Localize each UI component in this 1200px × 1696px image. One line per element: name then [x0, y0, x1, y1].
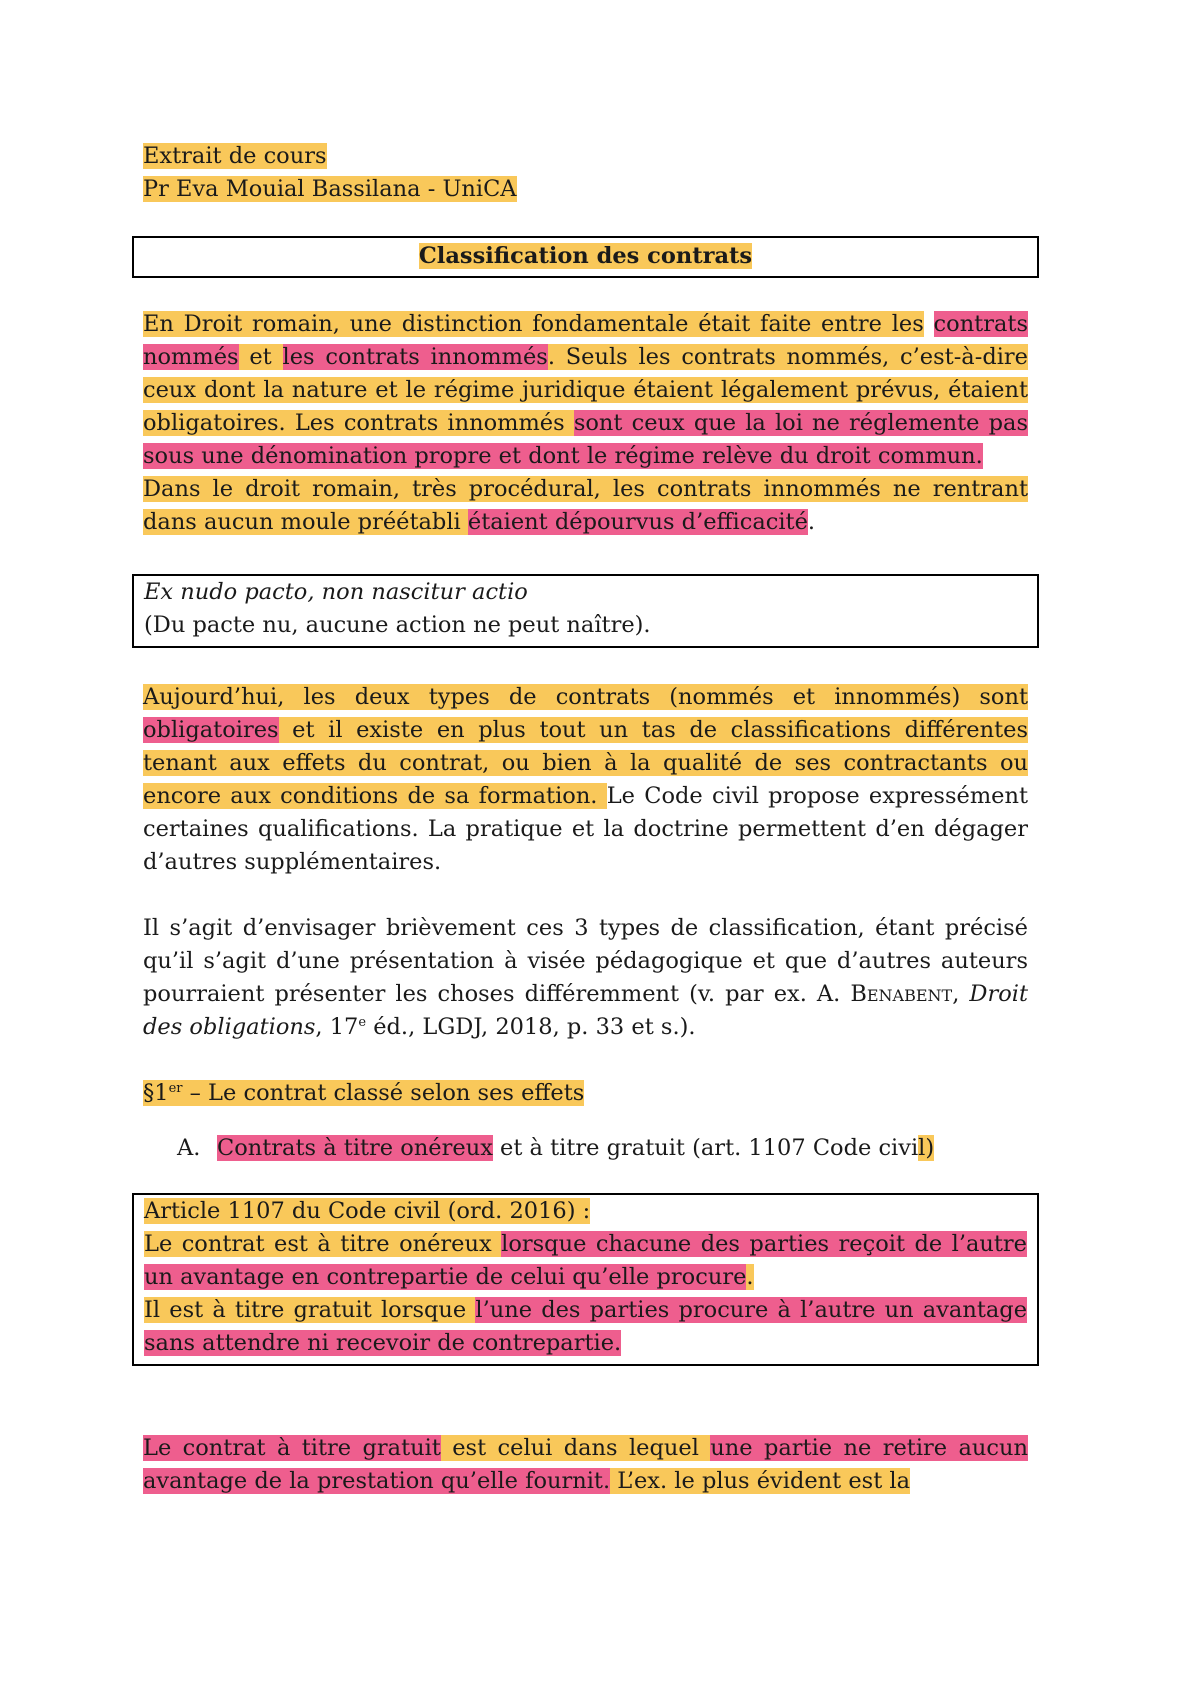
document-header [143, 140, 1028, 206]
subsection-heading: A. Contrats à titre onéreux et à titre gratuit (art. 1107 Code civil) [143, 1132, 1028, 1165]
highlight-aucun-avantage: une partie ne retire aucun avantage de la prestation qu’elle fournit. [143, 1435, 1028, 1494]
highlight-obligatoires: obligatoires [143, 717, 279, 743]
highlight-definition-innommes: sont ceux que la loi ne réglemente pas sous une dénomination propre et dont le régime relève du droit commun. [143, 410, 1028, 469]
header-course-label: Extrait de cours [143, 143, 327, 169]
document-title: Classification des contrats [418, 243, 753, 269]
article-heading: Article 1107 du Code civil (ord. 2016) : [144, 1198, 591, 1224]
highlight-onereux-definition: lorsque chacune des parties reçoit de l’autre un avantage en contrepartie de celui qu’elle procure [144, 1231, 1027, 1290]
article-1107-box: Article 1107 du Code civil (ord. 2016) : Le contrat est à titre onéreux lorsque chacune des parties reçoit de l’autre un avantage en contrepartie de celui qu’elle procure. Il est à titre gratuit lorsque l’une des parties procure à l’autre un avantage sans attendre ni recevoir de contrepartie. [132, 1193, 1039, 1366]
highlight-gratuit-definition: l’une des parties procure à l’autre un avantage sans attendre ni recevoir de contrepartie. [144, 1297, 1028, 1356]
paragraph-roman-law: En Droit romain, une distinction fondamentale était faite entre les contrats nommés et les contrats innommés. Seuls les contrats nommés, c’est-à-dire ceux dont la nature et le régime juridique étaient légalement prévus, étaient obligatoires. Les contrats innommés sont ceux que la loi ne réglemente pas sous une dénomination propre et dont le régime relève du droit commun. Dans le droit romain, très procédural, les contrats innommés ne rentrant dans aucun moule préétabli étaient dépourvus d’efficacité. [143, 311, 1028, 535]
latin-maxim: Ex nudo pacto, non nascitur actio [144, 579, 528, 605]
paragraph-gratuit: Le contrat à titre gratuit est celui dans lequel une partie ne retire aucun avantage de la prestation qu’elle fournit. L’ex. le plus évident est la [143, 1435, 1028, 1494]
title-box [132, 236, 1039, 278]
maxim-translation: (Du pacte nu, aucune action ne peut naître). [144, 612, 651, 638]
document-page [143, 140, 1028, 1498]
header-author: Pr Eva Mouial Bassilana - UniCA [143, 176, 517, 202]
section-heading: §1er – Le contrat classé selon ses effets [143, 1080, 585, 1106]
highlight-contrat-gratuit: Le contrat à titre gratuit [143, 1435, 441, 1461]
paragraph-today: Aujourd’hui, les deux types de contrats (nommés et innommés) sont obligatoires et il existe en plus tout un tas de classifications différentes tenant aux effets du contrat, ou bien à la qualité de ses contractants ou encore aux conditions de sa formation. Le Code civil propose expressément certaines qualifications. La pratique et la doctrine permettent d’en dégager d’autres supplémentaires. [143, 684, 1028, 875]
highlight-efficacite: étaient dépourvus d’efficacité [467, 509, 808, 535]
subsection-letter: A. [177, 1135, 201, 1161]
latin-maxim-box [132, 574, 1039, 648]
highlight-onereux: Contrats à titre onéreux [217, 1135, 493, 1161]
highlight-contrats-nommes: contrats nommés [143, 311, 1028, 370]
book-title: Droit des obligations [143, 981, 1028, 1040]
paragraph-classification-intro: Il s’agit d’envisager brièvement ces 3 types de classification, étant précisé qu’il s’agit d’une présentation à visée pédagogique et que d’autres auteurs pourraient présenter les choses différemment (v. par ex. A. Benabent, Droit des obligations, 17e éd., LGDJ, 2018, p. 33 et s.). [143, 915, 1028, 1040]
author-name: Benabent [850, 981, 953, 1007]
highlight-contrats-innommes: les contrats innommés [282, 344, 548, 370]
